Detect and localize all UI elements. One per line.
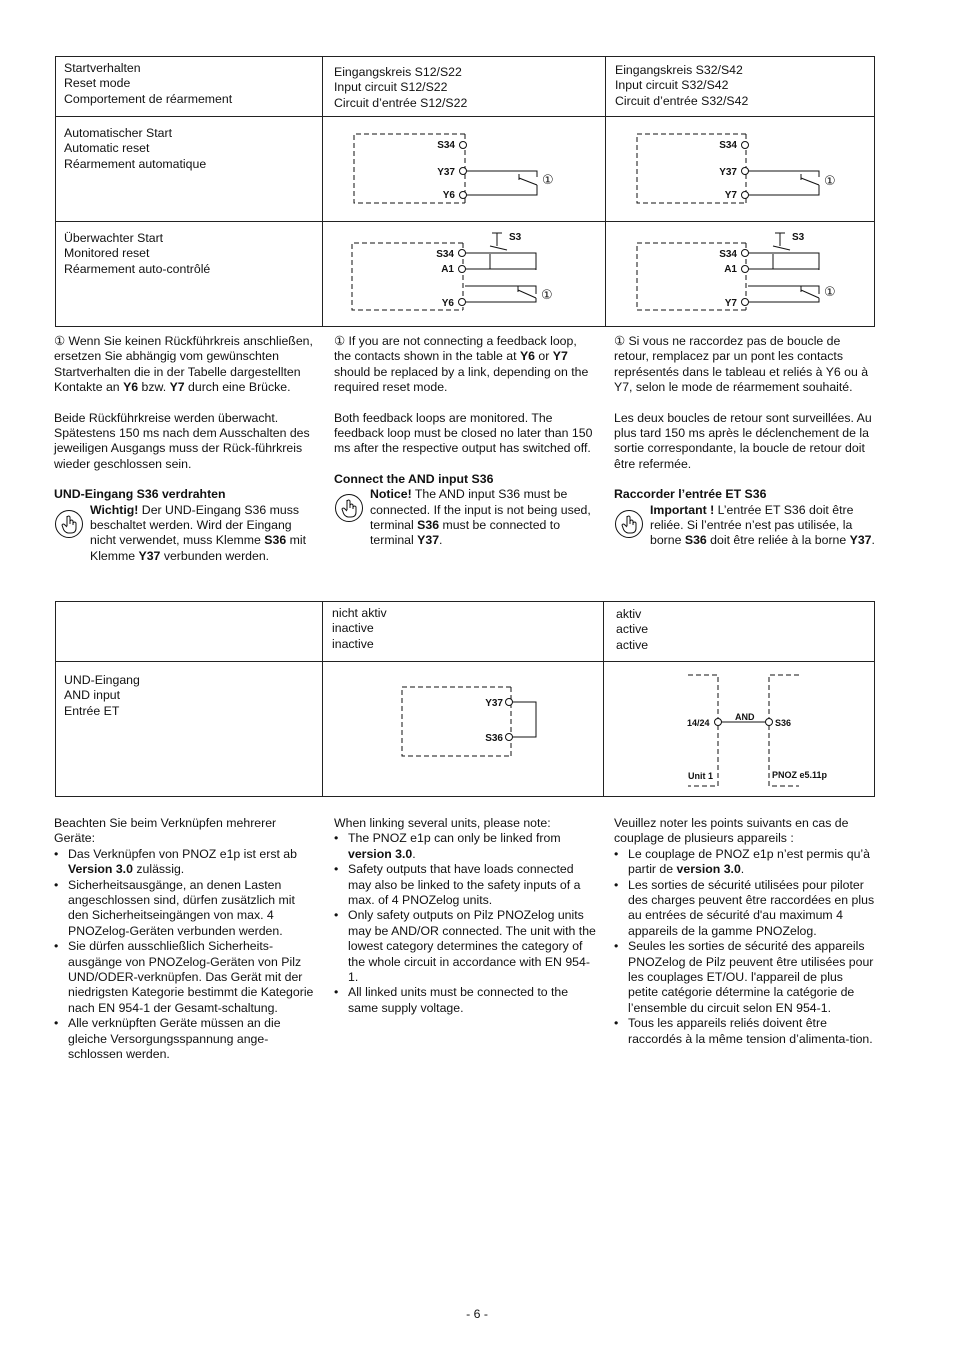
header-input-circuit-s32-s42-text: Eingangskreis S32/S42 Input circuit S32/S42 Circuit d’entrée S32/S42 <box>615 63 749 108</box>
row-automatic-reset-label <box>56 117 323 222</box>
footnote-marker: ① <box>824 174 836 189</box>
notice-text-en: Notice! The AND input S36 must be connected. If the input is not being used, terminal S36 must be connected to terminal Y37. <box>370 487 591 548</box>
diagram-monitored-reset-s32 <box>606 222 875 327</box>
header-input-circuit-s12-s22-text: Eingangskreis S12/S22 Input circuit S12/S22 Circuit d’entrée S12/S22 <box>334 65 468 110</box>
terminal-a1-label: A1 <box>724 264 737 275</box>
terminal-y6 <box>460 192 467 199</box>
terminal-a1 <box>459 266 466 273</box>
monitoring-text-de: Beide Rückführkreise werden überwacht. Spätestens 150 ms nach dem Ausschalten des jeweiligen Ausgangs muss der Rück-führkreis wieder geschlossen sein. <box>54 410 310 471</box>
list-item: • Les sorties de sécurité utilisées pour piloter des charges peuvent être raccordées en plus au entrées de sécurité d'au maximum 4 appareils de la gamme PNOZelog. <box>628 878 876 940</box>
pointing-hand-icon <box>334 493 364 523</box>
header-empty <box>56 602 323 662</box>
terminal-s34-label: S34 <box>719 140 737 151</box>
diagram-and-input-active <box>604 662 875 797</box>
terminal-s34 <box>459 250 466 257</box>
and-input-label-text: UND-Eingang AND input Entrée ET <box>64 673 140 718</box>
terminal-y6-label: Y6 <box>442 190 455 201</box>
monitored-reset-label-text: Überwachter Start Monitored reset Réarmement auto-contrôlé <box>64 231 211 276</box>
diagram-and-input-inactive <box>323 662 604 797</box>
terminal-s34-label: S34 <box>437 140 455 151</box>
header-input-circuit-s12-s22 <box>323 57 606 117</box>
terminal-14-24 <box>715 719 722 726</box>
and-input-table <box>55 601 875 797</box>
row-and-input-label <box>56 662 323 797</box>
list-item: • Das Verknüpfen von PNOZ e1p ist erst ab Version 3.0 zulässig. <box>68 847 316 878</box>
monitored-reset-circuit-diagram-left <box>323 222 606 327</box>
linking-german <box>54 816 316 1063</box>
header-inactive <box>323 602 604 662</box>
linking-list-fr <box>614 847 876 1047</box>
monitored-reset-circuit-diagram-right <box>606 222 875 327</box>
feedback-contact <box>519 178 537 185</box>
diagram-automatic-reset-s32 <box>606 117 875 222</box>
linking-intro-de: Beachten Sie beim Verknüpfen mehrerer Geräte: <box>54 816 277 846</box>
automatic-reset-label-text: Automatischer Start Automatic reset Réarmement automatique <box>64 126 207 171</box>
terminal-s34 <box>460 142 467 149</box>
pushbutton-s3-label: S3 <box>509 232 522 243</box>
page-number: - 6 - <box>466 1307 488 1321</box>
automatic-reset-circuit-diagram-left <box>323 117 606 222</box>
notes-english <box>334 334 596 549</box>
terminal-y37 <box>742 168 749 175</box>
pnoz-unit-label: PNOZ e5.11p <box>772 770 828 780</box>
terminal-y37-label: Y37 <box>437 167 455 178</box>
and-gate-label: AND <box>735 712 755 722</box>
terminal-y7 <box>742 299 749 306</box>
and-input-active-diagram <box>604 662 875 797</box>
list-item: • Sicherheitsausgänge, an denen Lasten angeschlossen sind, dürfen zusätzlich mit den Sicherheitseingängen von max. 4 PNOZelog-Geräten verbunden werden. <box>68 878 316 940</box>
footnote-marker: ① <box>824 285 836 300</box>
notice-fr <box>614 503 876 563</box>
monitoring-text-fr: Les deux boucles de retour sont surveillées. Au plus tard 150 ms après le déclenchement de la sortie correspondante, la boucle de retour doit être refermée. <box>614 410 872 471</box>
terminal-s36-label: S36 <box>775 718 792 728</box>
header-active <box>604 602 875 662</box>
terminal-y7 <box>742 192 749 199</box>
header-reset-mode <box>56 57 323 117</box>
terminal-y37 <box>506 699 513 706</box>
terminal-y6-label: Y6 <box>441 298 454 309</box>
terminal-s34-label: S34 <box>719 249 737 260</box>
terminal-s34 <box>742 250 749 257</box>
list-item: • Safety outputs that have loads connected may also be linked to the safety inputs of a max. of 4 PNOZelog units. <box>348 862 596 908</box>
notice-text-fr: Important ! L’entrée ET S36 doit être reliée. Si l’entrée n’est pas utilisée, la borne S36 doit être reliée à la borne Y37. <box>650 502 875 548</box>
footnote-text-en: ① If you are not connecting a feedback loop, the contacts shown in the table at Y6 or Y7 should be replaced by a link, depending on the required reset mode. <box>334 334 589 395</box>
terminal-y7-label: Y7 <box>724 298 737 309</box>
terminal-s34 <box>742 142 749 149</box>
terminal-s36 <box>506 734 513 741</box>
row-monitored-reset-label <box>56 222 323 327</box>
notice-de <box>54 503 316 565</box>
notes-german <box>54 334 316 564</box>
and-input-heading-fr: Raccorder l’entrée ET S36 <box>614 487 767 502</box>
pushbutton-s3-label: S3 <box>792 232 805 243</box>
header-input-circuit-s32-s42 <box>606 57 875 117</box>
list-item: • The PNOZ e1p can only be linked from version 3.0. <box>348 831 596 862</box>
linking-list-de <box>54 847 316 1063</box>
linking-french <box>614 816 876 1047</box>
feedback-contact <box>518 290 536 298</box>
terminal-a1 <box>742 266 749 273</box>
terminal-s36-label: S36 <box>485 733 503 744</box>
output-14-24-label: 14/24 <box>687 718 710 728</box>
list-item: • Seules les sorties de sécurité des appareils PNOZelog de Pilz peuvent être utilisées pour les couplages ET/OU. l'appareil de plus petite catégorie détermine la catégorie de l’ensemble du circuit selon EN 954-1. <box>628 939 876 1016</box>
feedback-contact <box>801 290 819 298</box>
bridge-link <box>512 702 536 737</box>
automatic-reset-circuit-diagram-right <box>606 117 875 222</box>
monitoring-text-en: Both feedback loops are monitored. The feedback loop must be closed no later than 150 ms after the respective output has switched off. <box>334 410 593 456</box>
list-item: • Tous les appareils reliés doivent être raccordés à la même tension d’alimenta-tion. <box>628 1016 876 1047</box>
and-input-heading-de: UND-Eingang S36 verdrahten <box>54 487 226 502</box>
feedback-contact <box>801 178 819 185</box>
terminal-a1-label: A1 <box>441 264 454 275</box>
terminal-s36 <box>766 719 773 726</box>
list-item: • All linked units must be connected to the same supply voltage. <box>348 985 596 1016</box>
list-item: • Only safety outputs on Pilz PNOZelog units may be AND/OR connected. The unit with the lowest category determines the category of the whole circuit in accordance with EN 954-1. <box>348 908 596 985</box>
terminal-y37-label: Y37 <box>485 698 503 709</box>
linking-intro-fr: Veuillez noter les points suivants en cas de couplage de plusieurs appareils : <box>614 816 849 846</box>
diagram-monitored-reset-s12 <box>323 222 606 327</box>
notice-text-de: Wichtig! Der UND-Eingang S36 muss beschaltet werden. Wird der Eingang nicht verwendet, muss Klemme S36 mit Klemme Y37 verbunden werden. <box>90 502 306 563</box>
linking-english <box>334 816 596 1016</box>
terminal-y37 <box>460 168 467 175</box>
list-item: • Alle verknüpften Geräte müssen an die gleiche Versorgungsspannung ange-schlossen werden. <box>68 1016 316 1062</box>
pointing-hand-icon <box>614 509 644 539</box>
header-reset-mode-text: Startverhalten Reset mode Comportement de réarmement <box>64 61 233 106</box>
terminal-y7-label: Y7 <box>724 190 737 201</box>
footnote-marker: ① <box>541 288 553 303</box>
and-input-inactive-diagram <box>323 662 604 797</box>
header-active-text: aktiv active active <box>616 607 649 652</box>
list-item: • Le couplage de PNOZ e1p n’est permis qu’à partir de version 3.0. <box>628 847 876 878</box>
unit-1-label: Unit 1 <box>688 771 714 781</box>
terminal-y6 <box>459 299 466 306</box>
footnote-text-de: ① Wenn Sie keinen Rückführkreis anschließen, ersetzen Sie abhängig vom gewünschten Startverhalten die in der Tabelle dargestellten Kontakte an Y6 bzw. Y7 durch eine Brücke. <box>54 334 313 395</box>
footnote-text-fr: ① Si vous ne raccordez pas de boucle de retour, remplacez par un pont les contacts représentés dans le tableau et reliés à Y6 ou à Y7, selon le mode de réarmement souhaité. <box>614 334 869 395</box>
and-input-heading-en: Connect the AND input S36 <box>334 471 494 486</box>
diagram-automatic-reset-s12 <box>323 117 606 222</box>
notes-french <box>614 334 876 563</box>
reset-mode-table <box>55 56 875 327</box>
header-inactive-text: nicht aktiv inactive inactive <box>332 606 387 651</box>
notice-en <box>334 487 596 549</box>
footnote-marker: ① <box>542 173 554 188</box>
terminal-y37-label: Y37 <box>719 167 737 178</box>
linking-intro-en: When linking several units, please note: <box>334 816 551 830</box>
list-item: • Sie dürfen ausschließlich Sicherheits-ausgänge von PNOZelog-Geräten von Pilz UND/ODER-verknüpfen. Das Gerät mit der niedrigsten Kategorie bestimmt die Kategorie nach EN 954-1 der Gesamt-schaltung. <box>68 939 316 1016</box>
pointing-hand-icon <box>54 509 84 539</box>
terminal-s34-label: S34 <box>436 249 454 260</box>
linking-list-en <box>334 831 596 1016</box>
